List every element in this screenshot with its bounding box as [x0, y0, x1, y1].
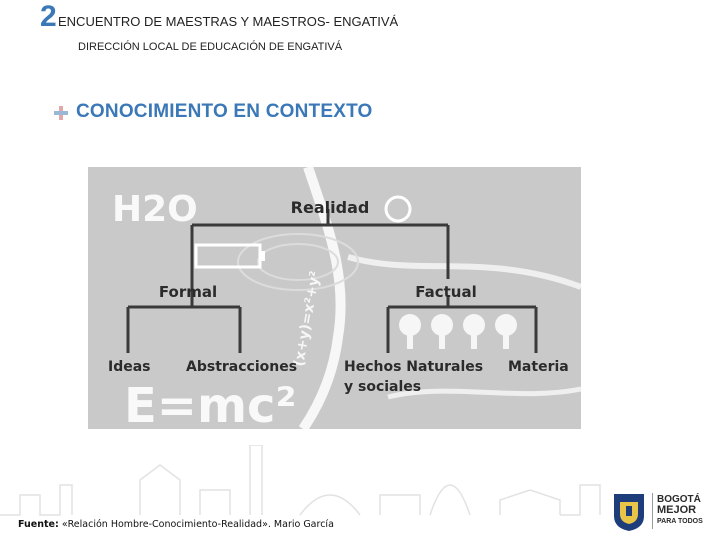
node-formal: Formal [158, 283, 218, 301]
formula-algebra: (x+y)=x²+y² [291, 269, 324, 368]
bogota-logo [657, 494, 719, 527]
event-title: ENCUENTRO DE MAESTRAS Y MAESTROS- ENGATIVÁ [58, 14, 399, 29]
event-subtitle: DIRECCIÓN LOCAL DE EDUCACIÓN DE ENGATIVÁ [78, 41, 343, 53]
formula-water: H2O [112, 189, 198, 230]
node-abstracciones: Abstracciones [186, 359, 298, 375]
logo-line-2: MEJOR [657, 504, 697, 516]
source-citation [18, 519, 334, 530]
source-label: Fuente: [18, 519, 59, 530]
knowledge-diagram [88, 167, 581, 429]
node-hechos: Hechos Naturales [344, 359, 484, 375]
node-hechos-line2: y sociales [344, 379, 422, 395]
node-factual: Factual [415, 283, 477, 301]
formula-energy: E=mc² [124, 378, 297, 429]
node-materia: Materia [508, 359, 569, 375]
bogota-shield-icon [612, 492, 646, 532]
source-text: «Relación Hombre-Conocimiento-Realidad». Mario García [61, 519, 334, 530]
edition-number: 2 [40, 0, 57, 33]
logo-divider [652, 493, 653, 529]
battery-tip [260, 251, 265, 261]
logo-line-3: PARA TODOS [657, 518, 703, 525]
logo-line-1: BOGOTÁ [657, 494, 701, 505]
section-title: CONOCIMIENTO EN CONTEXTO [76, 101, 373, 122]
plus-icon [54, 106, 68, 120]
node-ideas: Ideas [108, 359, 151, 375]
node-realidad: Realidad [290, 198, 370, 217]
